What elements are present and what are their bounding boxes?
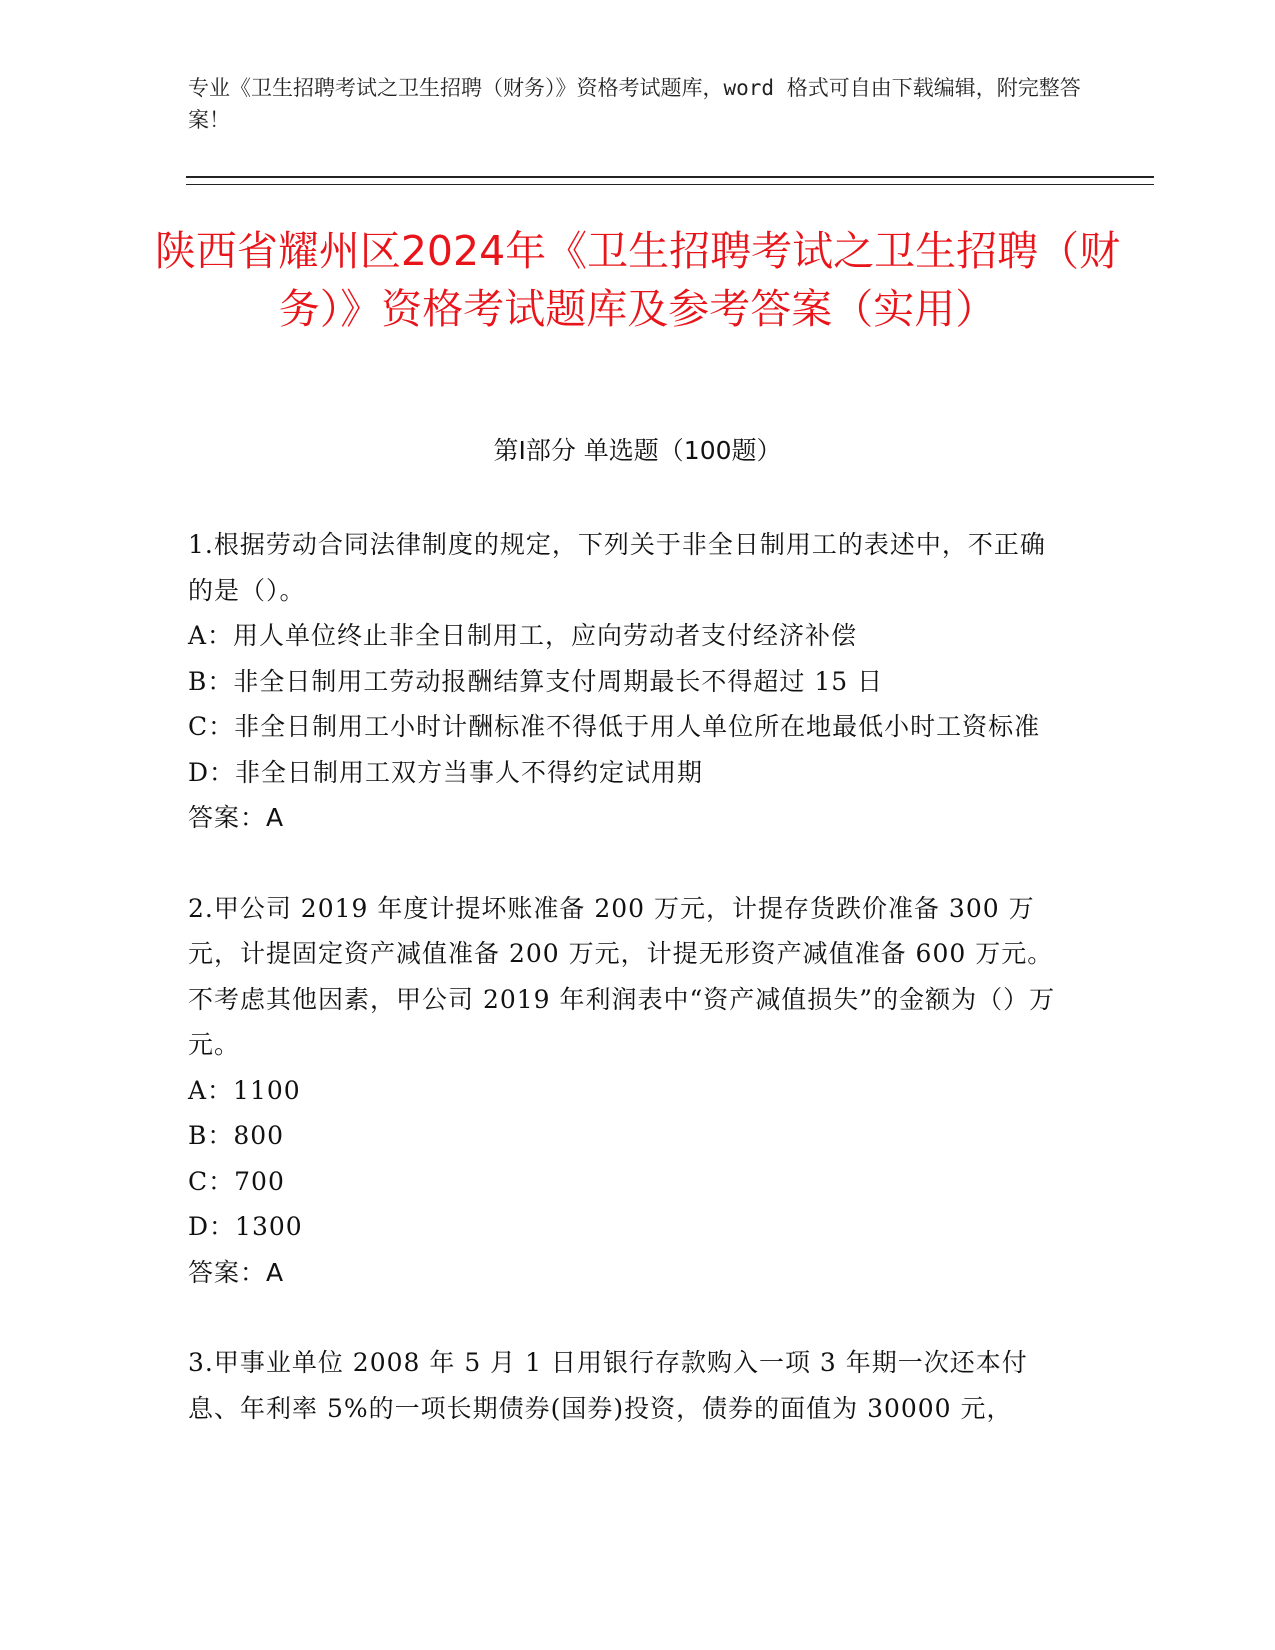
- header-note: 专业《卫生招聘考试之卫生招聘（财务）》资格考试题库，word 格式可自由下载编辑，附完整答案！: [188, 76, 1081, 132]
- option-b: B：800: [188, 1121, 285, 1150]
- question-3: [188, 1340, 1068, 1431]
- question-stem: 1.根据劳动合同法律制度的规定，下列关于非全日制用工的表述中，不正确的是（）。: [188, 530, 1046, 605]
- question-2: [188, 886, 1068, 1296]
- option-d: D：1300: [188, 1212, 303, 1241]
- answer: 答案：A: [188, 1257, 285, 1287]
- option-b: B：非全日制用工劳动报酬结算支付周期最长不得超过 15 日: [188, 666, 884, 696]
- header-divider: [186, 176, 1154, 185]
- option-d: D：非全日制用工双方当事人不得约定试用期: [188, 757, 704, 787]
- option-a: A：用人单位终止非全日制用工，应向劳动者支付经济补偿: [188, 621, 858, 650]
- document-title: 陕西省耀州区2024年《卫生招聘考试之卫生招聘（财务）》资格考试题库及参考答案（实用）: [154, 227, 1121, 333]
- question-stem: 2.甲公司 2019 年度计提坏账准备 200 万元，计提存货跌价准备 300 万元，计提固定资产减值准备 200 万元，计提无形资产减值准备 600 万元。不考虑其他因素，甲公司 2019 年利润表中“资产减值损失”的金额为（）万元。: [188, 893, 1056, 1059]
- question-1: [188, 522, 1068, 841]
- question-list: [188, 522, 1068, 1476]
- answer: 答案：A: [188, 803, 285, 832]
- question-stem: 3.甲事业单位 2008 年 5 月 1 日用银行存款购入一项 3 年期一次还本付息、年利率 5%的一项长期债券(国券)投资，债券的面值为 30000 元，: [188, 1348, 1028, 1423]
- option-c: C：非全日制用工小时计酬标准不得低于用人单位所在地最低小时工资标准: [188, 712, 1041, 741]
- option-c: C：700: [188, 1166, 285, 1196]
- option-a: A：1100: [188, 1075, 301, 1105]
- section-title: 第Ⅰ部分 单选题（100题）: [493, 436, 782, 465]
